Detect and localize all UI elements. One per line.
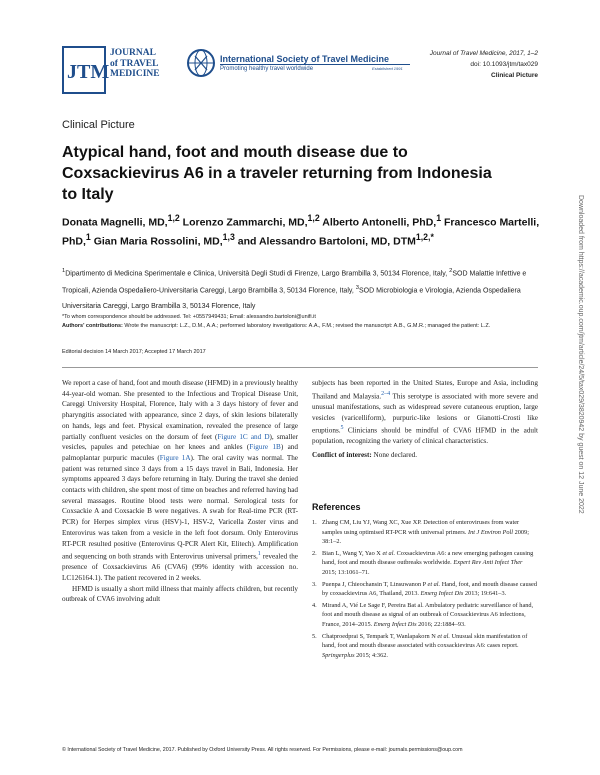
conflict-statement	[312, 450, 538, 461]
affiliation: SOD Malattie Infettive e Tropicali, Azienda Ospedaliero-Universitaria Careggi, Largo Brambilla 3, 50134 Florence, Italy,	[62, 270, 527, 295]
citation-link[interactable]: 2–4	[381, 390, 391, 397]
author-sup: 1,2	[307, 213, 320, 223]
author-sup: 1,2,*	[415, 231, 434, 242]
contributions-text: Wrote the manuscript: L.Z., D.M., A.A.; performed laboratory investigations: A.A., F.M.; revised the manuscript: A.B., G.M.R.; managed the patient: L.Z.	[122, 323, 491, 329]
correspondence: *To whom correspondence should be addressed. Tel: +0557949431; Email: alessandro.bartoloni@unifi.it	[62, 314, 316, 320]
paragraph: HFMD is usually a short mild illness that mainly affects children, but recently outbreak of CVA6 involving adult	[62, 584, 298, 604]
author-sup: 1	[436, 213, 442, 223]
author-sup: 1,3	[222, 231, 235, 242]
conflict-label: Conflict of interest:	[312, 451, 372, 459]
journal-wordmark	[110, 48, 160, 80]
author-sup: 1	[85, 231, 91, 242]
istm-globe-icon	[186, 48, 216, 78]
ref-num: 5.	[312, 632, 317, 640]
text-run: ) and palmoplantar purpuric macules (	[62, 443, 298, 462]
ref-etal: et al.	[427, 580, 441, 588]
figure-link[interactable]: Figure 1C and D	[217, 432, 270, 441]
affil-sup: 3	[355, 285, 360, 292]
figure-link[interactable]: Figure 1B	[249, 443, 281, 452]
affiliation: SOD Microbiologia e Virologia, Azienda Ospedaliera Universitaria Careggi, Largo Brambilla 3, 50134 Florence, Italy	[62, 287, 521, 310]
journal-meta	[430, 48, 538, 81]
divider	[62, 367, 538, 368]
author: Lorenzo Zammarchi, MD,	[179, 216, 308, 229]
jtm-logo-letters: JTM	[67, 61, 110, 83]
istm-established: Established 1991	[372, 66, 403, 71]
istm-name: International Society of Travel Medicine	[220, 54, 390, 64]
ref-tail: 2015; 4:362.	[354, 651, 388, 659]
ref-text: Bian L, Wang Y, Yao X	[322, 549, 383, 557]
reference-item	[312, 601, 538, 630]
ref-text: Zhang CM, Liu YJ, Wang XC, Xue XP. Detection of enteroviruses from water samples using optimised RT-PCR with universal primers.	[322, 519, 520, 536]
affiliation: Dipartimento di Medicina Sperimentale e Clinica, Università Degli Studi di Firenze, Largo Brambilla 3, 50134 Florence, Italy,	[65, 270, 450, 278]
article-title: Atypical hand, foot and mouth disease due to Coxsackievirus A6 in a traveler returning from Indonesia to Italy	[62, 144, 492, 203]
download-note	[577, 195, 591, 625]
ref-tail: 2016; 22:1884–93.	[416, 620, 466, 628]
author: Gian Maria Rossolini, MD,	[90, 235, 223, 247]
reference-item	[312, 580, 538, 599]
correspondence-block	[62, 313, 542, 331]
author: Alberto Antonelli, PhD,	[319, 216, 437, 229]
ref-num: 4.	[312, 601, 317, 609]
author: Donata Magnelli, MD,	[62, 216, 168, 229]
author: Francesco Martelli, PhD,	[62, 216, 540, 247]
journal-doi[interactable]: doi: 10.1093/jtm/tax029	[470, 61, 538, 68]
affiliations	[62, 264, 548, 314]
ref-journal: Int J Environ Poll	[467, 528, 514, 536]
reference-item	[312, 632, 538, 661]
copyright-footer: © International Society of Travel Medicine, 2017. Published by Oxford University Press. All rights reserved. For Permissions, please e-mail: journals.permissions@oup.com	[62, 747, 463, 753]
ref-journal: Emerg Infect Dis	[373, 620, 417, 628]
contributions-label: Authors' contributions:	[62, 323, 123, 329]
ref-text: Puenpa J, Chieochansin T, Linsuwanon P	[322, 580, 428, 588]
citation-link[interactable]: 1	[257, 551, 261, 558]
ref-num: 1.	[312, 519, 317, 526]
download-note-text: Downloaded from https://academic.oup.com/jtm/article/24/5/tax029/3820942 by guest on 12 June 2022	[577, 195, 584, 514]
text-run: This serotype is associated with more severe and unusual manifestations, such as widespread severe cutaneous eruption, large vesicles (varicelliform), purpuric-like lesions or Gianotti-Crosti like eruptions.	[312, 392, 538, 435]
text-run: revealed the presence of Coxsackievirus A6 (CVA6) (99% identity with accession no. LC126164.1). The patient recovered in 2 weeks.	[62, 552, 299, 583]
ref-text: Hand, foot, and mouth disease caused by coxsackievirus A6, Thailand, 2013.	[322, 580, 538, 598]
author-list	[62, 211, 542, 248]
journal-logo	[62, 46, 110, 94]
journal-word-3: MEDICINE	[110, 69, 160, 79]
istm-divider	[220, 64, 410, 65]
paragraph	[312, 378, 538, 447]
body-column-right	[312, 378, 538, 461]
author-contributions	[62, 322, 542, 331]
affil-sup: 2	[449, 268, 453, 274]
istm-tagline: Promoting healthy travel worldwide	[220, 66, 314, 72]
ref-journal: Springerplus	[322, 651, 355, 659]
reference-item	[312, 518, 538, 547]
journal-word-1: JOURNAL	[110, 48, 156, 58]
ref-tail: 2015; 13:1061–71.	[322, 568, 370, 576]
body-column-left	[62, 378, 298, 605]
article-category: Clinical Picture	[62, 119, 135, 131]
author: and Alessandro Bartoloni, MD, DTM	[234, 235, 416, 247]
article-type: Clinical Picture	[491, 72, 538, 79]
ref-tail: 2013; 19:641–3.	[463, 590, 507, 598]
affil-sup: 1	[62, 268, 66, 274]
text-run: subjects has been reported in the United States, Europe and Asia, including Thailand and Malaysia.	[312, 379, 538, 401]
editorial-dates: Editorial decision 14 March 2017; Accepted 17 March 2017	[62, 349, 206, 355]
ref-journal: Emerg Infect Dis	[420, 590, 464, 598]
paragraph	[62, 378, 298, 584]
author-sup: 1,2	[167, 213, 180, 223]
citation-link[interactable]: 5	[340, 425, 344, 432]
reference-item	[312, 549, 538, 578]
text-run: Clinicians should be mindful of CVA6 HFMD in the adult population, recognizing the variety of clinical characteristics.	[312, 426, 538, 446]
ref-text: Unusual skin manifestation of hand, foot and mouth disease associated with coxsackievirus A6: cases report.	[322, 632, 528, 650]
ref-text: Coxsackievirus A6: a new emerging pathogen causing hand, foot and mouth disease outbreaks worldwide.	[322, 549, 534, 567]
text-run: ), smaller vesicles, papules and petechiae on her knees and ankles (	[62, 432, 298, 452]
ref-num: 3.	[312, 580, 317, 588]
journal-word-2: of TRAVEL	[110, 58, 159, 69]
ref-text: Mirand A, Vié Le Sage F, Pereira Bat al. Ambulatory pediatric surveillance of hand, foot and mouth disease as signal of an outbreak of Coxsackievirus A6 infections, France, 2014–2015.	[322, 601, 534, 628]
text-run: We report a case of hand, foot and mouth disease (HFMD) in a previously healthy 44-year-old woman. She presented to the Infectious and Tropical Disease Unit, Careggi University Hospital, Florence, Italy with a 3 days history of fever and pharyngitis associated with appearance, since 2 days, of skin lesions bilaterally on hands, legs and feet. Physical examination, revealed the presence of large partially confluent vesicles on the dorsum of feet (	[62, 379, 298, 441]
text-run: ). The oral cavity was normal. The patient was returned since 3 days from a 15 days travel in Bali, Indonesia. Her symptoms appeared 3 days before returning in Italy. During the travel she denied contacts with children, she spent most of time on beaches and referred having had several massages. Routine blood tests were normal. Serological tests for Coxsackie A and Coxsackie B were negatives. A swab for Real-time PCR (RT-PCR) for Herpes simplex virus (HSV)-1, HSV-2, Varicella Zoster virus and Enterovirus was taken from a vesicle in the left foot dorsum. Only Enterovirus RT-PCR resulted positive (Enterovirus Q-PCR Alert Kit, Elitech). Amplification and sequencing on both strands with Enterovirus universal primers,	[62, 453, 298, 561]
ref-etal: et al.	[437, 632, 450, 640]
ref-etal: et al.	[382, 549, 396, 557]
journal-citation: Journal of Travel Medicine, 2017, 1–2	[429, 50, 538, 57]
references-heading: References	[312, 502, 361, 512]
ref-tail: 2009; 38:1–2.	[322, 528, 529, 546]
ref-text: Chatproedprai S, Tempark T, Wanlapakorn N	[322, 632, 438, 640]
ref-journal: Expert Rev Anti Infect Ther	[453, 559, 523, 567]
ref-num: 2.	[312, 549, 317, 557]
reference-list	[312, 518, 538, 662]
conflict-text: None declared.	[371, 451, 418, 459]
figure-link[interactable]: Figure 1A	[159, 453, 191, 462]
